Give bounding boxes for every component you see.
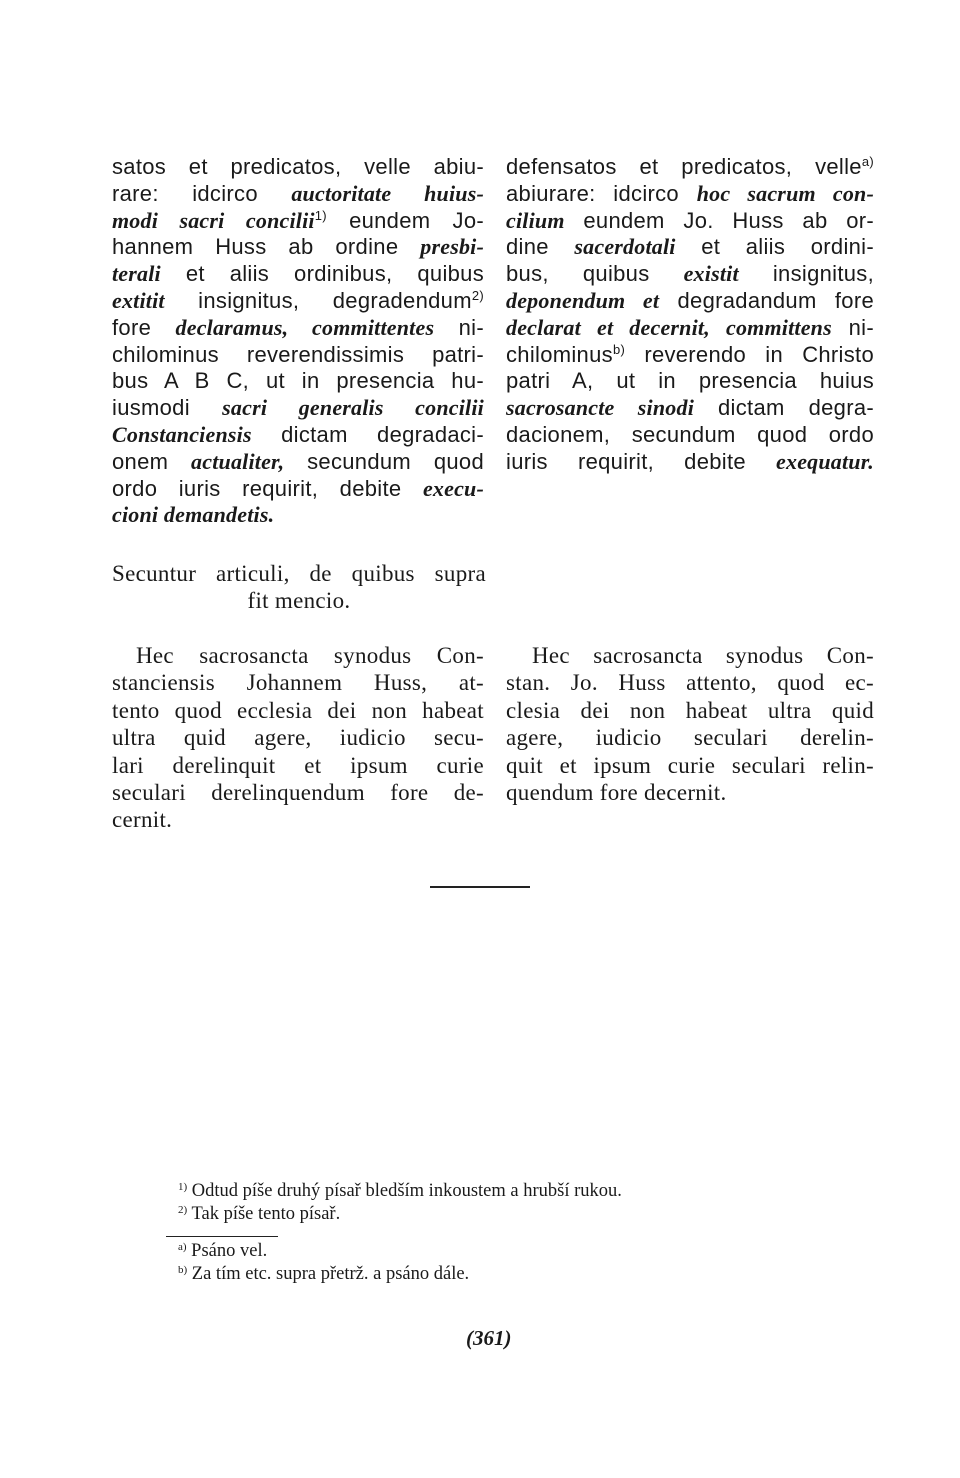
text-line: extitit insignitus, degradendum$^{2)}$ <box>112 287 484 313</box>
heading-line: fit mencio. <box>247 588 351 614</box>
text-line: hannem Huss ab ordine presbi- <box>112 234 484 260</box>
text-line: Constanciensis dictam degradaci- <box>112 421 484 447</box>
text-line: stanciensis Johannem Huss, at- <box>112 670 484 696</box>
text-line: patri A, ut in presencia huius <box>506 368 874 394</box>
text-line: iusmodi sacri generalis concilii <box>112 395 484 421</box>
text-line: bus, quibus existit insignitus, <box>506 261 874 287</box>
text-line: agere, iudicio seculari derelin- <box>506 725 874 751</box>
text-line: seculari derelinquendum fore de- <box>112 780 484 806</box>
text-line: chilominus$^{b)}$ reverendo in Christo <box>506 341 874 367</box>
text-line: deponendum et degradandum fore <box>506 287 874 313</box>
footnote-a: $^{a)}$ Psáno vel. <box>178 1241 268 1261</box>
text-line: declarat et decernit, committens ni- <box>506 314 874 340</box>
text-line: iuris requirit, debite exequatur. <box>506 448 874 474</box>
text-line: onem actualiter, secundum quod <box>112 448 484 474</box>
text-line: satos et predicatos, velle abiu- <box>112 154 484 179</box>
text-line: Hec sacrosancta synodus Con- <box>136 643 484 668</box>
text-line: cernit. <box>112 807 173 833</box>
text-line: Hec sacrosancta synodus Con- <box>532 643 874 668</box>
text-line: abiurare: idcirco hoc sacrum con- <box>506 180 874 206</box>
text-line: chilominus reverendissimis patri- <box>112 341 484 367</box>
articles-heading <box>112 560 486 615</box>
footnote-b: $^{b)}$ Za tím etc. supra přetrž. a psáno dále. <box>178 1264 470 1284</box>
text-line: cioni demandetis. <box>112 502 275 528</box>
text-line: defensatos et predicatos, velle$^{a)}$ <box>506 154 874 179</box>
text-line: clesia dei non habeat ultra quid <box>506 697 874 723</box>
text-line: rare: idcirco auctoritate huius- <box>112 180 484 206</box>
footnote-ref: a) <box>861 154 874 169</box>
text-line: ultra quid agere, iudicio secu- <box>112 725 484 751</box>
right-column-paragraph-1 <box>506 154 874 476</box>
text-line: terali et aliis ordinibus, quibus <box>112 261 484 287</box>
footnote-separator <box>166 1236 278 1237</box>
text-line: quit et ipsum curie seculari relin- <box>506 752 874 778</box>
left-column-paragraph-2 <box>112 642 484 834</box>
text-line: sacrosancte sinodi dictam degra- <box>506 395 874 421</box>
left-column-paragraph-1 <box>112 154 484 529</box>
footnote-ref: 2) <box>471 287 484 303</box>
text-line: tento quod ecclesia dei non habeat <box>112 697 484 723</box>
text-line: lari derelinquit et ipsum curie <box>112 752 484 778</box>
text-line: ordo iuris requirit, debite execu- <box>112 475 484 501</box>
section-separator <box>430 886 530 888</box>
text-line: dine sacerdotali et aliis ordini- <box>506 234 874 260</box>
text-line: fore declaramus, committentes ni- <box>112 314 484 340</box>
text-line: quendum fore decernit. <box>506 780 727 806</box>
footnote-ref: b) <box>612 341 626 357</box>
footnote-ref: 1) <box>314 207 327 223</box>
text-line: cilium eundem Jo. Huss ab or- <box>506 207 874 233</box>
footnote-1: $^{1)}$ Odtud píše druhý písař bledším inkoustem a hrubší rukou. <box>178 1181 622 1201</box>
page-number: (361) <box>466 1326 512 1350</box>
text-line: dacionem, secundum quod ordo <box>506 421 874 447</box>
text-line: bus A B C, ut in presencia hu- <box>112 368 484 394</box>
footnote-2: $^{2)}$ Tak píše tento písař. <box>178 1204 341 1224</box>
right-column-paragraph-2 <box>506 642 874 806</box>
text-line: stan. Jo. Huss attento, quod ec- <box>506 670 874 696</box>
text-line: modi sacri concilii$^{1)}$ eundem Jo- <box>112 207 484 233</box>
heading-line: Secuntur articuli, de quibus supra <box>112 561 486 586</box>
